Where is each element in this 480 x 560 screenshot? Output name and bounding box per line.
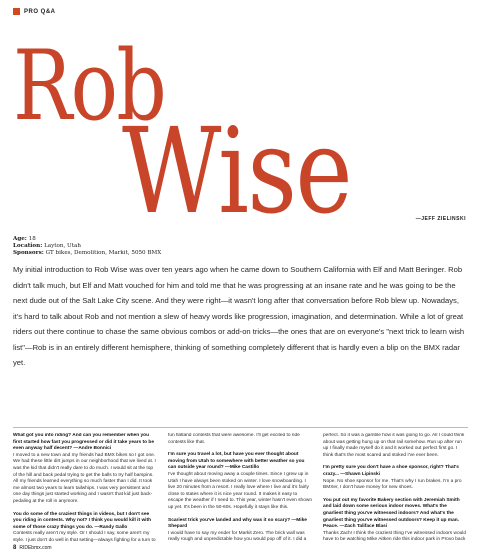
answer: I moved to a new town and my friends had BMX bikes so I got one. We had these little dirt jumps in our neighborhood that we lived at. I was the kid that didn't really dare to do much. I would sit at the top of the hill and back pedal trying to get the balls to try half barspins. All my friends learned everything so much faster than I did. It took me almost two years to learn tailwhips. I was very persistent and one day things just started working and I wasn't that kid just back-pedaling at the roll in anymore.: [13, 452, 156, 504]
question: What got you into riding? And can you remember when you first started how fast you progressed or did it take years to be even anyway half decent? —Andre Bonnici: [13, 433, 155, 452]
answer: Thanks Zach! I think the craziest thing I've witnessed indoors would have to be watching Mike Aitken ride this indoor park in Provo back: [323, 530, 467, 543]
section-label: PRO Q&A: [24, 8, 56, 15]
answer: fun flatland contests that were awesome. I'll get excited to ride contests like that.: [168, 433, 300, 445]
question: Scariest trick you've landed and why was it so scary? —Mike Shepard: [168, 517, 307, 530]
qa-column-1: [13, 433, 158, 543]
page-footer: [13, 545, 52, 551]
qa-columns: [13, 433, 468, 543]
question: I'm sure you travel a lot, but have you ever thought about moving from Utah to somewhere with better weather so you can outside year round? —Mike Castillo: [168, 452, 305, 471]
page-number: 8: [13, 545, 17, 551]
answer: I've thought about moving away a couple times. Since I grew up in Utah I have always been stoked on winter. I love snowboarding. I live 20 minutes from a resort. I really love where I live and it's fairly close to states where it is nice year round. It makes it easy to escape the weather if I need to. This year, winter hasn't even shown up yet. It's been in the 50-60s. Hopefully it stays like this.: [168, 471, 313, 510]
question: I'm pretty sure you don't have a shoe sponsor, right? That's crazy... —Shawn Lipinski: [323, 465, 459, 477]
answer: perfect. So it was a gamble how it was going to go. All I could think about was getting hung up on that rail somehow. Run up after run up I finally made myself do it and it worked out perfect first go. I think that's the most scared and stoked I've ever been.: [323, 433, 465, 458]
meta-sponsors: Sponsors: GT bikes, Demolition, Markit, 5050 BMX: [13, 250, 162, 256]
qa-item: [323, 433, 468, 459]
section-divider: [13, 427, 468, 428]
qa-item: [168, 433, 313, 446]
qa-column-3: [323, 433, 468, 543]
qa-item: [13, 433, 158, 506]
answer: I would have to say my ender for Markit Zero. The brick wall was really rough and unpredictable how you would pop off of it. I did a: [168, 530, 307, 543]
meta-location: Location: Layton, Utah: [13, 243, 81, 249]
meta-age: Age: 18: [13, 236, 36, 242]
answer: Contests really aren't my style. Or I should I say, some aren't my style. I just don't do well in that setting—always fighting for a turn to: [13, 531, 156, 543]
qa-column-2: [168, 433, 313, 543]
qa-item: [168, 518, 313, 543]
question: You put out my favorite Bakery section with Jeremiah Smith and laid down some serious indoor moves. What's the gnarliest thing you've witnessed indoors? And what's the gnarliest thing you've witnessed outdoors? Keep it up man. Peace. —Zach Taliface Blasi: [323, 497, 460, 530]
author-byline: —JEFF ZIELINSKI: [415, 216, 466, 222]
title-last-name: Wise: [122, 102, 352, 240]
qa-item: [323, 498, 468, 543]
intro-paragraph: My initial introduction to Rob Wise was over ten years ago when he came down to Southern California with Elf and Matt Beringer. Rob didn't talk much, but Elf and Matt vouched for him and told me that he was progressing at an insane rate and he was going to be the next dude out of the Salt Lake City scene. And they were right—it wasn't long after that conversation before Rob blew up. Nowadays, it's hard to talk about Rob and not mention a slew of heavy words like progression, imagination, and determination. While a lot of great riders out there continue to chase the same obvious combos or add-on tricks—the ones that are on everyone's "next trick to learn wish list"—Rob is in an entirely different hemisphere, thinking of something completely different that is hardly even a blip on the BMX radar yet.: [13, 265, 465, 367]
qa-item: [13, 512, 158, 543]
qa-item: [323, 465, 468, 491]
article-title: [0, 0, 480, 240]
site-url: RIDEbmx.com: [19, 545, 52, 551]
title-first-name: Rob: [13, 30, 166, 142]
rider-info: [13, 236, 161, 257]
question: You do some of the craziest things in videos, but I don't see you riding in contests. Why not? I think you would kill it with some of those crazy things you do. —Randy Gallo: [13, 511, 152, 530]
answer: Nope. No shoe sponsor for me. That's why I run brakes. I'm a pro BMXer, I don't have money for new shoes.: [323, 478, 462, 491]
qa-item: [168, 452, 313, 511]
